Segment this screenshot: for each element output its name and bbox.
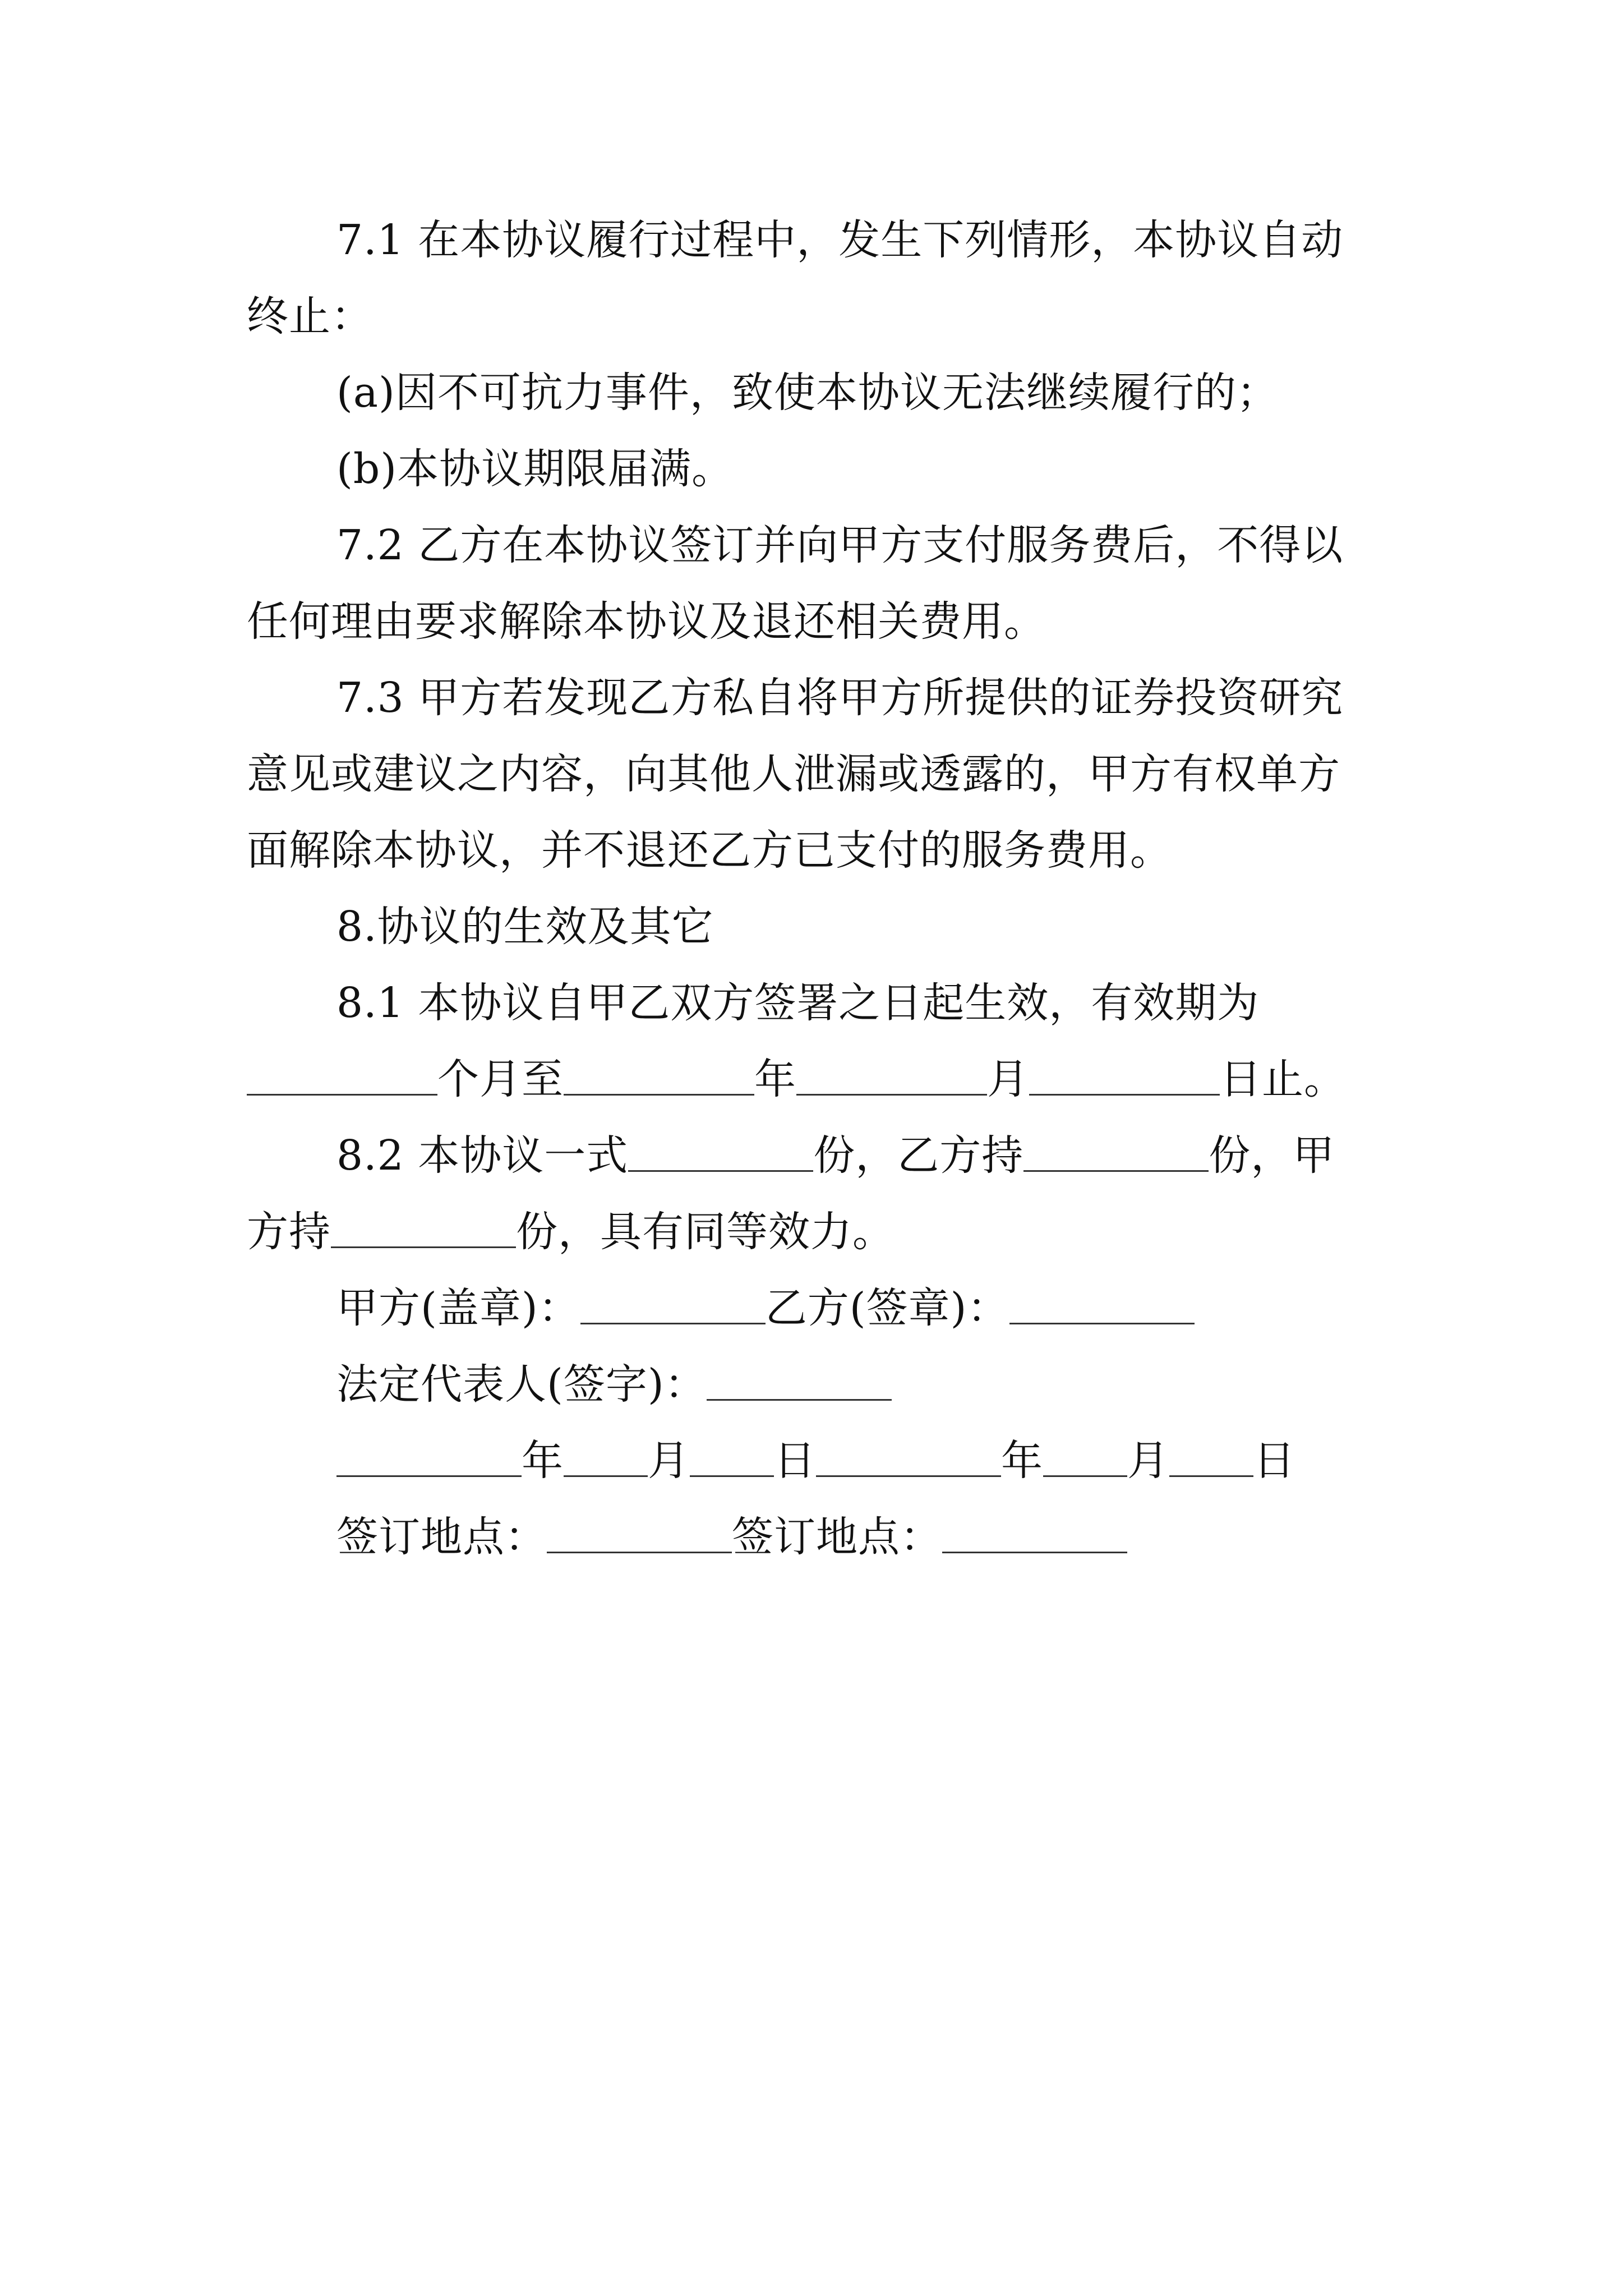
clause-7-1-item-a: (a)因不可抗力事件，致使本协议无法继续履行的； <box>336 369 1279 417</box>
end-month-label: 月 <box>987 1055 1029 1103</box>
clause-7-2-line-2: 任何理由要求解除本协议及退还相关费用。 <box>247 597 1046 646</box>
months-label: 个月至 <box>437 1055 564 1103</box>
section-8-heading: 8.协议的生效及其它 <box>336 903 714 951</box>
party-a-place-label: 签订地点： <box>336 1513 547 1561</box>
end-day-label: 日止。 <box>1220 1055 1346 1103</box>
party-b-year-blank[interactable] <box>816 1439 1001 1477</box>
clause-7-1-line-1: 7.1 在本协议履行过程中，发生下列情形，本协议自动 <box>336 216 1344 264</box>
total-copies-blank[interactable] <box>628 1134 813 1172</box>
end-year-blank[interactable] <box>564 1058 754 1096</box>
copies-end-label: 份，具有同等效力。 <box>516 1208 895 1256</box>
clause-7-1-line-2: 终止： <box>247 292 373 341</box>
party-b-year-label: 年 <box>1001 1437 1043 1485</box>
party-a-year-blank[interactable] <box>336 1439 522 1477</box>
party-b-month-blank[interactable] <box>1043 1439 1127 1477</box>
party-b-place-blank[interactable] <box>942 1516 1127 1553</box>
clause-8-2-line-1 <box>247 1117 1380 1194</box>
end-year-label: 年 <box>754 1055 796 1103</box>
clause-8-1-line-2 <box>247 1041 1380 1117</box>
party-a-place-blank[interactable] <box>547 1516 732 1553</box>
clause-8-1-line-1: 8.1 本协议自甲乙双方签署之日起生效，有效期为 <box>336 979 1260 1027</box>
party-b-day-label: 日 <box>1253 1437 1295 1485</box>
party-b-copies-label: 份，乙方持 <box>813 1131 1024 1180</box>
party-b-day-blank[interactable] <box>1169 1439 1253 1477</box>
clause-8-2-line-2 <box>247 1194 1380 1270</box>
months-blank[interactable] <box>247 1058 437 1096</box>
party-a-copies-blank[interactable] <box>331 1211 516 1248</box>
legal-rep-line <box>247 1346 1380 1423</box>
clause-7-1-item-b: (b)本协议期限届满。 <box>336 445 734 493</box>
document-body <box>247 202 1380 1575</box>
clause-7-3-line-1: 7.3 甲方若发现乙方私自将甲方所提供的证券投资研究 <box>336 674 1344 722</box>
party-b-place-label: 签订地点： <box>732 1513 942 1561</box>
copies-prefix: 8.2 本协议一式 <box>336 1131 629 1180</box>
party-a-seal-blank[interactable] <box>580 1287 766 1324</box>
party-b-month-label: 月 <box>1127 1437 1169 1485</box>
party-a-seal-label: 甲方(盖章)： <box>336 1284 580 1332</box>
party-b-copies-blank[interactable] <box>1023 1134 1209 1172</box>
clause-7-3-line-3: 面解除本协议，并不退还乙方已支付的服务费用。 <box>247 826 1172 875</box>
party-a-month-label: 月 <box>648 1437 690 1485</box>
end-month-blank[interactable] <box>796 1058 987 1096</box>
clause-7-2-line-1: 7.2 乙方在本协议签订并向甲方支付服务费后，不得以 <box>336 521 1344 569</box>
party-a-holds-label: 方持 <box>247 1208 331 1256</box>
signing-date-line <box>247 1423 1380 1499</box>
clause-7-3-line-2: 意见或建议之内容，向其他人泄漏或透露的，甲方有权单方 <box>247 750 1340 798</box>
party-a-copies-prefix: 份，甲 <box>1209 1131 1335 1180</box>
legal-rep-blank[interactable] <box>707 1363 892 1401</box>
party-a-day-label: 日 <box>774 1437 816 1485</box>
party-a-month-blank[interactable] <box>564 1439 648 1477</box>
signature-seal-line <box>247 1270 1380 1346</box>
party-a-year-label: 年 <box>522 1437 564 1485</box>
signing-place-line <box>247 1499 1380 1575</box>
party-b-sign-label: 乙方(签章)： <box>765 1284 1009 1332</box>
end-day-blank[interactable] <box>1029 1058 1220 1096</box>
party-a-day-blank[interactable] <box>690 1439 774 1477</box>
party-b-sign-blank[interactable] <box>1009 1287 1195 1324</box>
legal-rep-label: 法定代表人(签字)： <box>336 1360 707 1409</box>
